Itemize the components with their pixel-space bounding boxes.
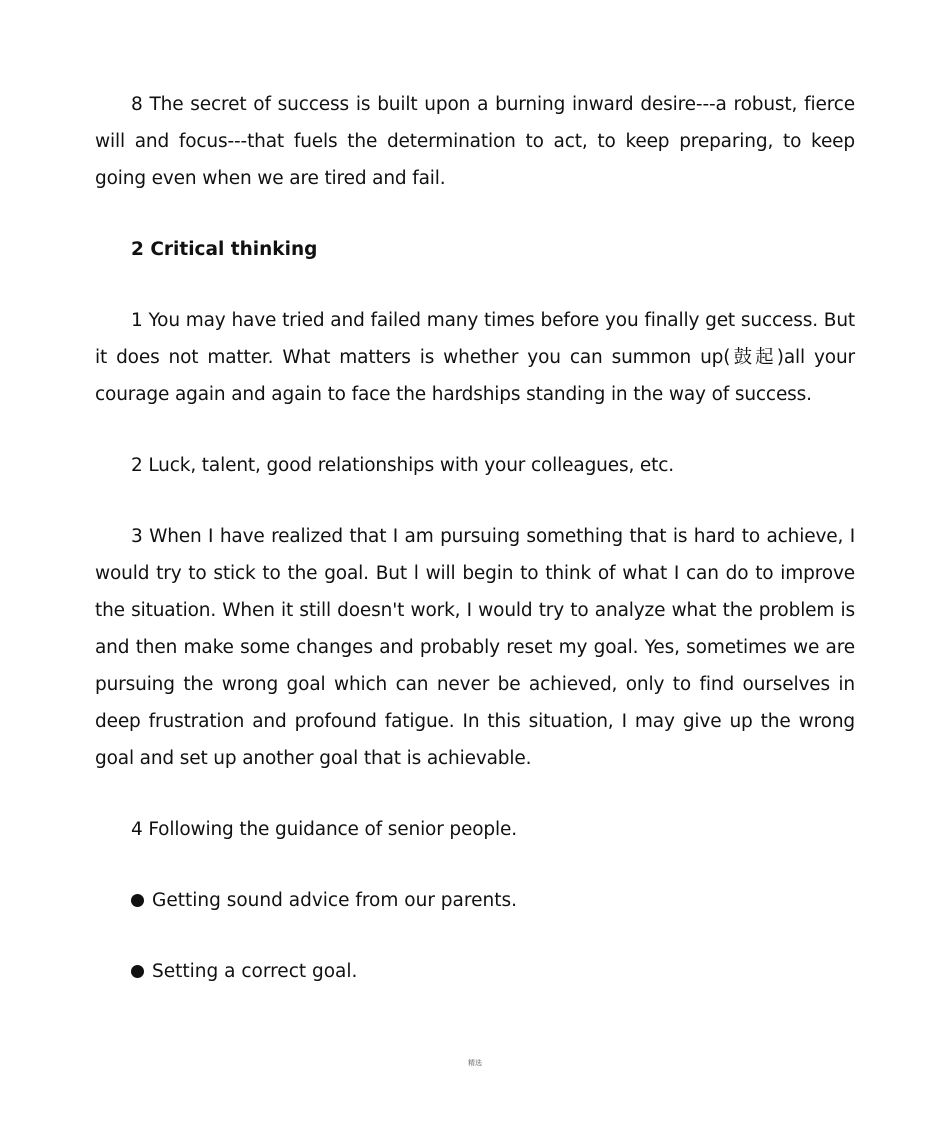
answer-4: 4 Following the guidance of senior people. bbox=[131, 819, 517, 840]
answer-1: 1 You may have tried and failed many times before you finally get success. But it does not matter. What matters is whether you can summon up(鼓起)all your courage again and again to face the hardships standing in the way of success. bbox=[95, 310, 855, 405]
bullet-dot-icon bbox=[131, 894, 144, 907]
answer-3: 3 When I have realized that I am pursuing something that is hard to achieve, I would try to stick to the goal. But l will begin to think of what I can do to improve the situation. When it still doesn't work, I would try to analyze what the problem is and then make some changes and probably reset my goal. Yes, sometimes we are pursuing the wrong goal which can never be achieved, only to find ourselves in deep frustration and profound fatigue. In this situation, I may give up the wrong goal and set up another goal that is achievable. bbox=[95, 526, 855, 769]
page-footer: 精选 bbox=[468, 1059, 482, 1067]
bullet-item bbox=[131, 882, 855, 919]
section-heading-critical-thinking: 2 Critical thinking bbox=[131, 239, 318, 260]
bullet-dot-icon bbox=[131, 965, 144, 978]
bullet-text: Setting a correct goal. bbox=[152, 961, 358, 982]
document-page bbox=[95, 86, 855, 1024]
answer-2: 2 Luck, talent, good relationships with your colleagues, etc. bbox=[131, 455, 675, 476]
bullet-item bbox=[131, 953, 855, 990]
bullet-text: Getting sound advice from our parents. bbox=[152, 890, 517, 911]
paragraph-8: 8 The secret of success is built upon a burning inward desire---a robust, fierce will and focus---that fuels the determination to act, to keep preparing, to keep going even when we are tired and fail. bbox=[95, 94, 855, 189]
